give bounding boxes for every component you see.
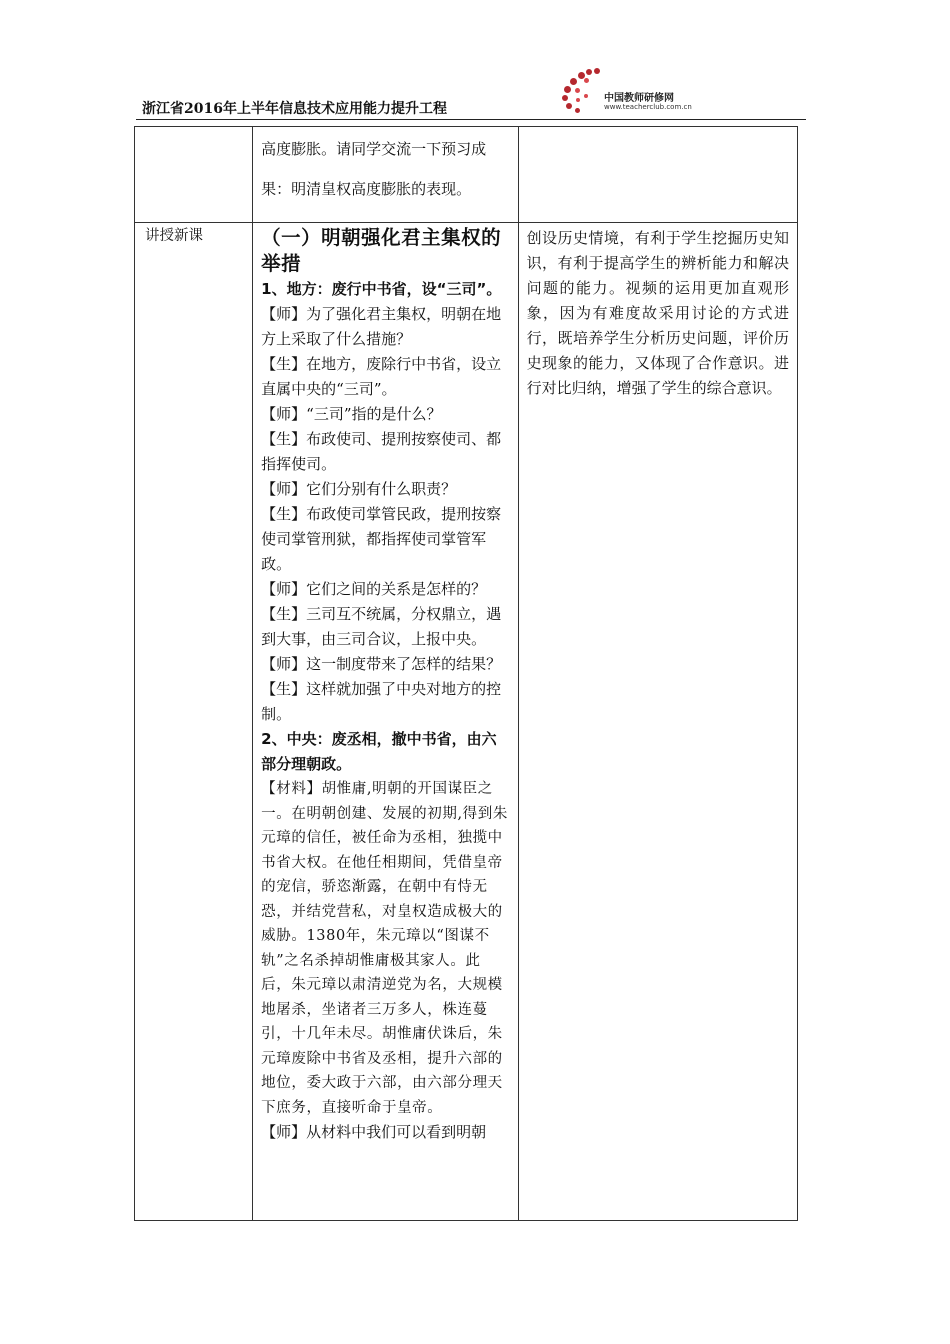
stage-label [135,127,252,129]
design-note: 创设历史情境，有利于学生挖掘历史知识，有利于提高学生的辨析能力和解决问题的能力。视频的运用更加直观形象，因为有难度故采用讨论的方式进行，既培养学生分析历史问题，评价历史现象的能力，又体现了合作意识。进行对比归纳，增强了学生的综合意识。 [526,229,789,397]
dialogue-line: 【生】三司互不统属，分权鼎立，遇到大事，由三司合议，上报中央。 [261,605,502,648]
stage-label: 讲授新课 [145,228,203,244]
dialogue-line: 【师】“三司”指的是什么？ [261,405,442,423]
stage-cell [135,223,253,1221]
header-rule [136,119,806,120]
document-header-title: 浙江省2016年上半年信息技术应用能力提升工程 [142,101,447,117]
subsection-title: 2、中央：废丞相，撤中书省，由六部分理朝政。 [261,730,497,773]
page-header [136,64,806,120]
stage-cell [135,127,253,223]
content-line: 果：明清皇权高度膨胀的表现。 [261,180,472,198]
dialogue-line: 【生】布政使司、提刑按察使司、都指挥使司。 [261,430,502,473]
content-cell [253,223,518,1221]
logo-url: www.teacherclub.com.cn [604,103,692,111]
dialogue-line: 【生】这样就加强了中央对地方的控制。 [261,680,502,723]
table-row [135,223,798,1221]
section-title: （一）明朝强化君主集权的举措 [261,226,502,275]
lesson-plan-table [134,126,798,1221]
content-line: 高度膨胀。请同学交流一下预习成 [261,140,487,158]
table-row [135,127,798,223]
dialogue-line: 【师】为了强化君主集权，明朝在地方上采取了什么措施？ [261,305,502,348]
logo-name: 中国教师研修网 [604,93,674,104]
note-cell [518,127,797,223]
dialogue-line: 【生】在地方，废除行中书省，设立直属中央的“三司”。 [261,355,502,398]
dialogue-line: 【师】从材料中我们可以看到明朝 [261,1123,487,1141]
subsection-title: 1、地方：废行中书省，设“三司”。 [261,280,502,298]
dialogue-line: 【生】布政使司掌管民政，提刑按察使司掌管刑狱，都指挥使司掌管军政。 [261,505,502,573]
note-cell [518,223,797,1221]
dialogue-line: 【师】它们之间的关系是怎样的？ [261,580,487,598]
design-note [519,127,797,130]
content-cell [253,127,518,223]
material-text: 【材料】胡惟庸,明朝的开国谋臣之一。在明朝创建、发展的初期,得到朱元璋的信任，被任命为丞相，独揽中书省大权。在他任相期间，凭借皇帝的宠信，骄恣渐露，在朝中有恃无恐，并结党营私，对皇权造成极大的威胁。1380年，朱元璋以“图谋不轨”之名杀掉胡惟庸极其家人。此后，朱元璋以肃清逆党为名，大规模地屠杀，坐诸者三万多人，株连蔓引，十几年未尽。胡惟庸伏诛后，朱元璋废除中书省及丞相，提升六部的地位，委大政于六部，由六部分理天下庶务，直接听命于皇帝。 [261,781,508,1116]
teacherclub-logo [556,66,736,114]
dialogue-line: 【师】它们分别有什么职责？ [261,480,457,498]
dialogue-line: 【师】这一制度带来了怎样的结果？ [261,655,502,673]
